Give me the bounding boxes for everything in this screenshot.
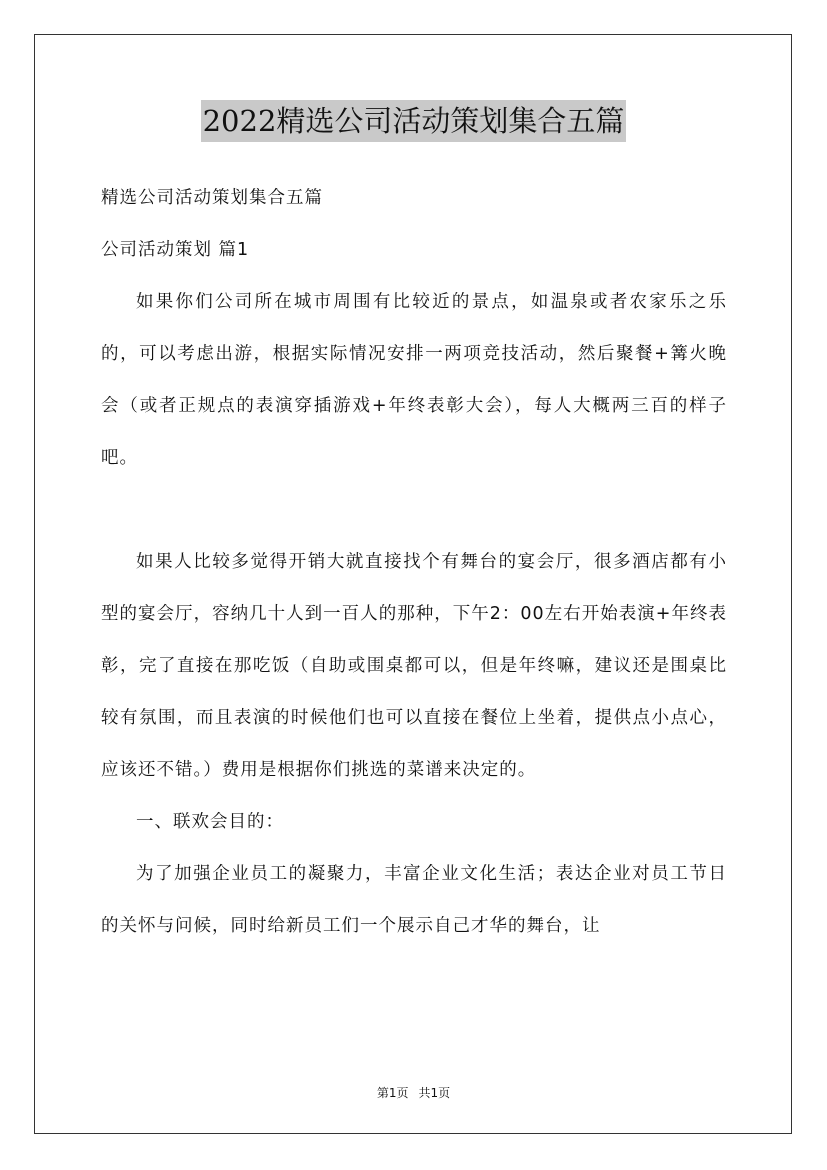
body-paragraph: 如果人比较多觉得开销大就直接找个有舞台的宴会厅，很多酒店都有小型的宴会厅，容纳几十人到一百人的那种，下午2：00左右开始表演+年终表彰，完了直接在那吃饭（自助或围桌都可以，但是年终嘛，建议还是围桌比较有氛围，而且表演的时候他们也可以直接在餐位上坐着，提供点小点心，应该还不错。）费用是根据你们挑选的菜谱来决定的。	[101, 552, 727, 780]
body-paragraph: 为了加强企业员工的凝聚力，丰富企业文化生活；表达企业对员工节日的关怀与问候，同时给新员工们一个展示自己才华的舞台，让	[101, 864, 727, 936]
document-body	[101, 172, 727, 952]
document-title: 2022精选公司活动策划集合五篇	[201, 100, 627, 142]
page-number: 第1页	[376, 1086, 409, 1100]
page-footer	[0, 1084, 827, 1101]
blank-line	[101, 484, 727, 536]
title-container	[0, 100, 827, 142]
subtitle-paragraph: 精选公司活动策划集合五篇	[101, 188, 323, 208]
page-total: 共1页	[418, 1086, 451, 1100]
section-heading: 公司活动策划 篇1	[101, 240, 250, 260]
list-heading: 一、联欢会目的：	[136, 812, 284, 832]
body-paragraph: 如果你们公司所在城市周围有比较近的景点，如温泉或者农家乐之乐的，可以考虑出游，根据实际情况安排一两项竞技活动，然后聚餐+篝火晚会（或者正规点的表演穿插游戏+年终表彰大会），每人大概两三百的样子吧。	[101, 292, 727, 468]
